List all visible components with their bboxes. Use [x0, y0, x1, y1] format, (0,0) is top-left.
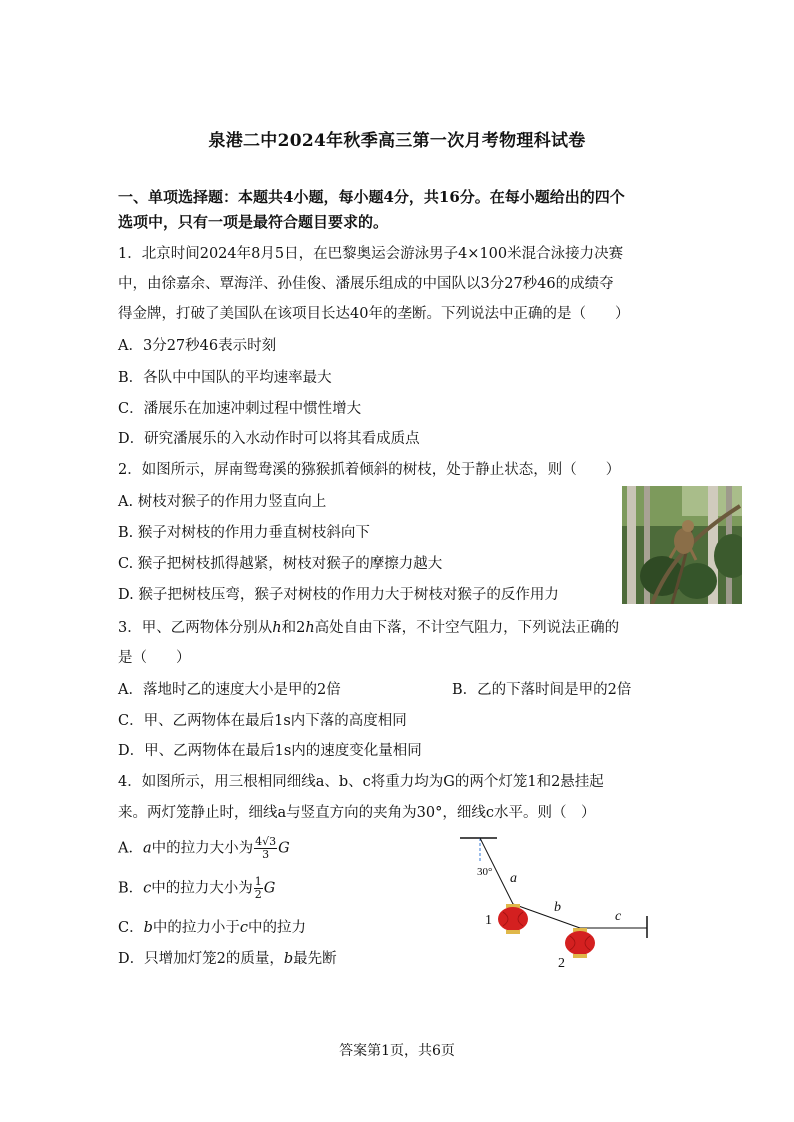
q1-option-c: C．潘展乐在加速冲刺过程中惯性增大 [118, 401, 362, 417]
q4-option-c: C．b中的拉力小于c中的拉力 [118, 920, 307, 936]
q3-line1: 3．甲、乙两物体分别从h和2h高处自由下落，不计空气阻力，下列说法正确的 [118, 620, 620, 636]
string-b-label: b [554, 900, 561, 915]
q1-option-b: B．各队中中国队的平均速率最大 [118, 370, 332, 386]
string-a-label: a [510, 871, 517, 886]
fraction-1-over-2: $\frac{1}{2}$ [254, 875, 262, 901]
q4-option-b: B．c中的拉力大小为 $\frac{1}{2}$ G [118, 875, 276, 901]
q2-line1: 2．如图所示，屏南鸳鸯溪的猕猴抓着倾斜的树枝，处于静止状态，则（ ） [118, 462, 621, 478]
q2-option-c: C. 猴子把树枝抓得越紧，树枝对猴子的摩擦力越大 [118, 556, 443, 572]
q4-option-d: D．只增加灯笼2的质量，b最先断 [118, 951, 337, 967]
fraction-4sqrt3-over-3: $\frac{4√3}{3}$ [255, 835, 277, 861]
q4-option-a: A．a中的拉力大小为 $\frac{4√3}{3}$ G [118, 835, 290, 861]
angle-label: 30° [477, 866, 493, 878]
q4-line1: 4．如图所示，用三根相同细线a、b、c将重力均为G的两个灯笼1和2悬挂起 [118, 774, 604, 790]
section-heading-line2: 选项中，只有一项是最符合题目要求的。 [118, 213, 389, 231]
monkey-photo [622, 486, 742, 604]
q1-line2: 中，由徐嘉余、覃海洋、孙佳俊、潘展乐组成的中国队以3分27秒46的成绩夺 [118, 276, 614, 292]
q1-line3: 得金牌，打破了美国队在该项目长达40年的垄断。下列说法中正确的是（ ） [118, 306, 630, 322]
q1-option-d: D．研究潘展乐的入水动作时可以将其看成质点 [118, 431, 420, 447]
q3-option-a: A．落地时乙的速度大小是甲的2倍 [118, 682, 341, 698]
lantern-2-label: 2 [558, 956, 565, 971]
q3-option-c: C．甲、乙两物体在最后1s内下落的高度相同 [118, 713, 407, 729]
q2-option-a: A. 树枝对猴子的作用力竖直向上 [118, 494, 327, 510]
page-title: 泉港二中2024年秋季高三第一次月考物理科试卷 [208, 131, 586, 151]
section-heading-line1: 一、单项选择题：本题共4小题，每小题4分，共16分。在每小题给出的四个 [118, 188, 625, 206]
lantern-2 [565, 928, 595, 958]
lantern-diagram [455, 832, 670, 972]
q4-line2: 来。两灯笼静止时，细线a与竖直方向的夹角为30°，细线c水平。则（ ） [118, 805, 596, 821]
q3-line2: 是（ ） [118, 650, 191, 666]
q2-option-d: D. 猴子把树枝压弯，猴子对树枝的作用力大于树枝对猴子的反作用力 [118, 587, 559, 603]
q1-line1: 1．北京时间2024年8月5日，在巴黎奥运会游泳男子4×100米混合泳接力决赛 [118, 246, 624, 262]
lantern-1 [498, 904, 528, 934]
page-footer: 答案第1页，共6页 [339, 1043, 455, 1059]
q3-option-b: B．乙的下落时间是甲的2倍 [452, 682, 632, 698]
q3-option-d: D．甲、乙两物体在最后1s内的速度变化量相同 [118, 743, 422, 759]
string-c-label: c [615, 909, 622, 924]
q2-option-b: B. 猴子对树枝的作用力垂直树枝斜向下 [118, 525, 370, 541]
lantern-1-label: 1 [485, 913, 492, 928]
q1-option-a: A．3分27秒46表示时刻 [118, 338, 277, 354]
